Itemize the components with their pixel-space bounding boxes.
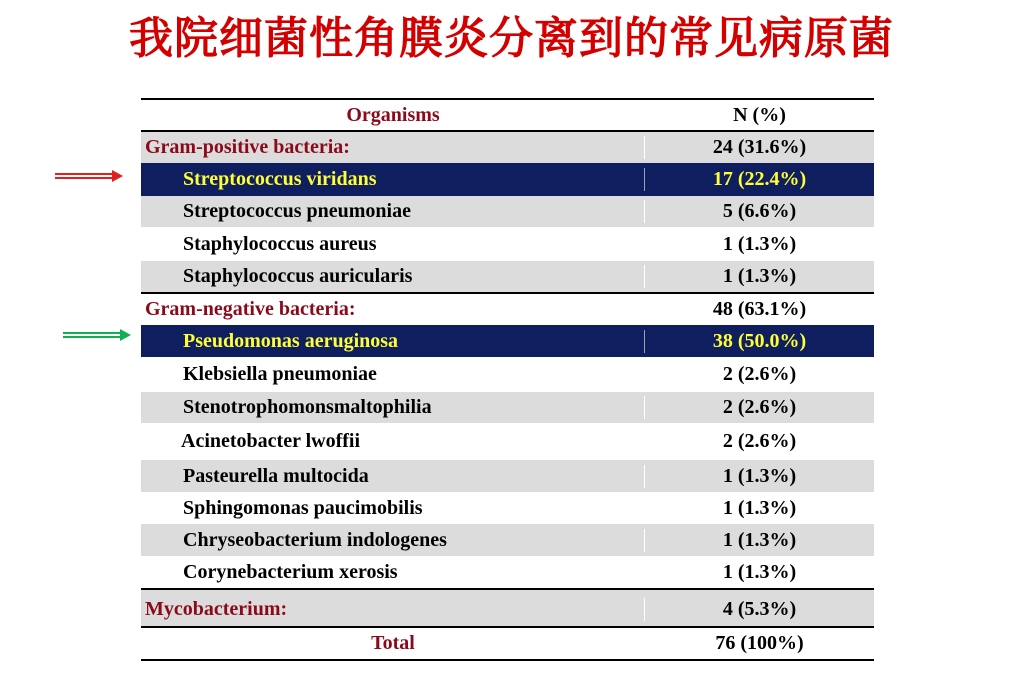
table-row [141, 460, 874, 492]
organism-name: Sphingomonas paucimobilis [183, 496, 423, 519]
category-row-mycobacterium [141, 588, 874, 626]
organism-name: Pseudomonas aeruginosa [141, 330, 645, 353]
organism-name: Corynebacterium xerosis [183, 560, 398, 583]
row-value: 17 (22.4%) [712, 168, 807, 190]
category-label: Gram-positive bacteria: [141, 136, 645, 159]
row-value: 48 (63.1%) [712, 298, 807, 320]
row-value: 1 (1.3%) [722, 496, 797, 519]
table-row [141, 556, 874, 588]
organisms-table [141, 98, 874, 661]
organism-name: Staphylococcus auricularis [141, 265, 645, 288]
table-row [141, 357, 874, 392]
table-row [141, 227, 874, 261]
row-value: 4 (5.3%) [722, 598, 797, 620]
category-label: Mycobacterium: [141, 598, 645, 621]
row-value: 1 (1.3%) [722, 265, 797, 287]
organism-name: Pasteurella multocida [141, 465, 645, 488]
red-arrow-icon [54, 170, 124, 182]
category-label: Gram-negative bacteria: [145, 298, 356, 320]
row-value: 38 (50.0%) [712, 329, 807, 352]
highlight-row-streptococcus-viridans [141, 163, 874, 196]
row-value: 2 (2.6%) [722, 430, 797, 452]
row-value: 2 (2.6%) [722, 396, 797, 418]
row-value: 1 (1.3%) [722, 232, 797, 255]
table-header [141, 100, 874, 132]
organism-name: Staphylococcus aureus [183, 232, 377, 255]
table-row [141, 492, 874, 524]
table-row [141, 524, 874, 556]
table-row [141, 261, 874, 292]
organism-name: Acinetobacter lwoffii [181, 430, 361, 452]
table-row [141, 423, 874, 460]
organism-name: Klebsiella pneumoniae [183, 363, 377, 385]
organism-name: Streptococcus viridans [141, 168, 645, 191]
slide-title: 我院细菌性角膜炎分离到的常见病原菌 [129, 13, 894, 64]
total-label: Total [371, 632, 415, 654]
category-row-gram-positive [141, 132, 874, 163]
row-value: 2 (2.6%) [722, 363, 797, 385]
row-value: 1 (1.3%) [722, 464, 797, 487]
row-value: 5 (6.6%) [722, 200, 797, 222]
row-value: 24 (31.6%) [712, 136, 807, 158]
total-value: 76 (100%) [715, 632, 804, 654]
total-row [141, 626, 874, 659]
green-arrow-icon [62, 329, 132, 341]
row-value: 1 (1.3%) [722, 560, 797, 583]
table-row [141, 196, 874, 227]
organism-name: Chryseobacterium indologenes [141, 529, 645, 552]
organism-name: Streptococcus pneumoniae [141, 200, 645, 223]
table-row [141, 392, 874, 423]
row-value: 1 (1.3%) [722, 528, 797, 551]
highlight-row-pseudomonas-aeruginosa [141, 325, 874, 357]
header-n: N (%) [733, 103, 786, 126]
header-organisms: Organisms [346, 103, 440, 126]
category-row-gram-negative [141, 292, 874, 325]
organism-name: Stenotrophomonsmaltophilia [141, 396, 645, 419]
